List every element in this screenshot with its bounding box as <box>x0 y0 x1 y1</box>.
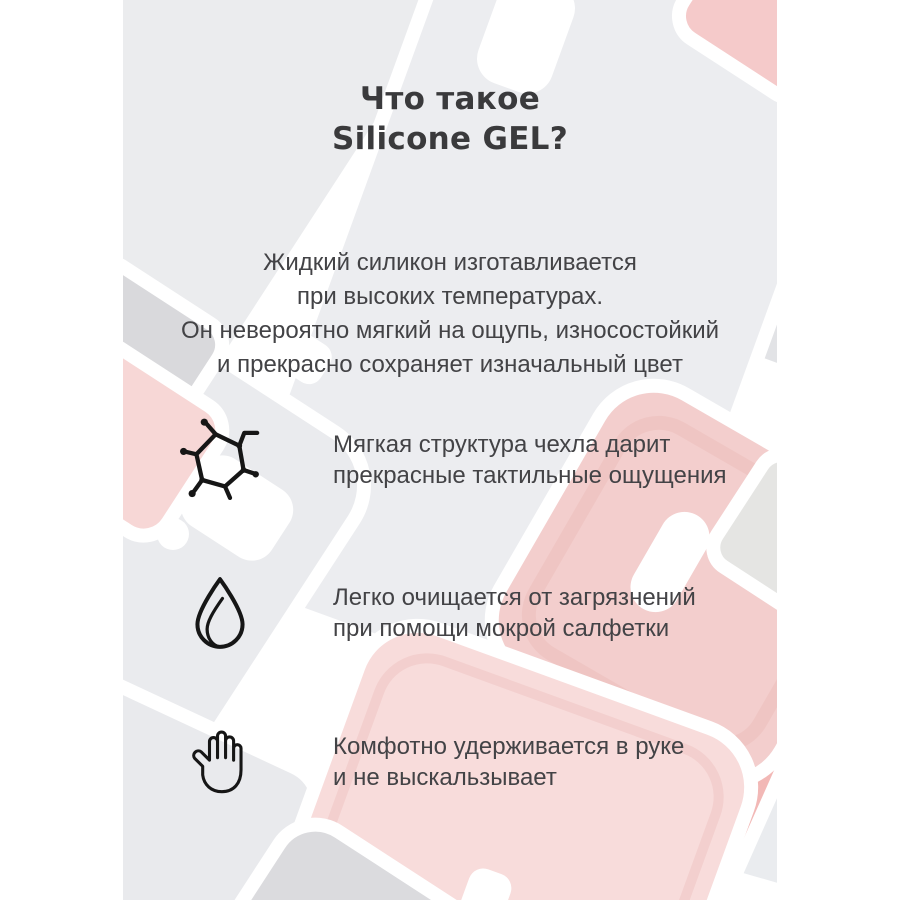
page-title-line-1: Что такое <box>359 80 541 117</box>
feature-text <box>333 582 696 644</box>
page-title <box>123 79 777 159</box>
intro-line: при высоких температурах. <box>296 283 604 310</box>
feature-text-line: при помощи мокрой салфетки <box>333 615 670 642</box>
feature-text-line: и не выскальзывает <box>333 764 557 791</box>
droplet-icon <box>165 574 275 652</box>
feature-text-line: прекрасные тактильные ощущения <box>333 462 727 489</box>
intro-line: и прекрасно сохраняет изначальный цвет <box>217 351 683 378</box>
feature-grip <box>165 710 751 814</box>
molecule-icon <box>165 416 275 504</box>
page-title-line-2: Silicone GEL? <box>331 120 569 157</box>
feature-soft-structure <box>165 408 751 512</box>
content-layer <box>123 0 777 900</box>
intro-line: Жидкий силикон изготавливается <box>263 249 637 276</box>
infographic-canvas <box>123 0 777 900</box>
intro-line: Он невероятно мягкий на ощупь, износостойкий <box>180 317 720 344</box>
feature-text <box>333 731 684 793</box>
feature-text <box>333 429 727 491</box>
feature-text-line: Легко очищается от загрязнений <box>333 584 696 611</box>
feature-text-line: Комфотно удерживается в руке <box>333 733 685 760</box>
intro-paragraph <box>123 246 777 382</box>
feature-easy-clean <box>165 561 751 665</box>
feature-text-line: Мягкая структура чехла дарит <box>333 431 671 458</box>
hand-icon <box>165 728 275 796</box>
